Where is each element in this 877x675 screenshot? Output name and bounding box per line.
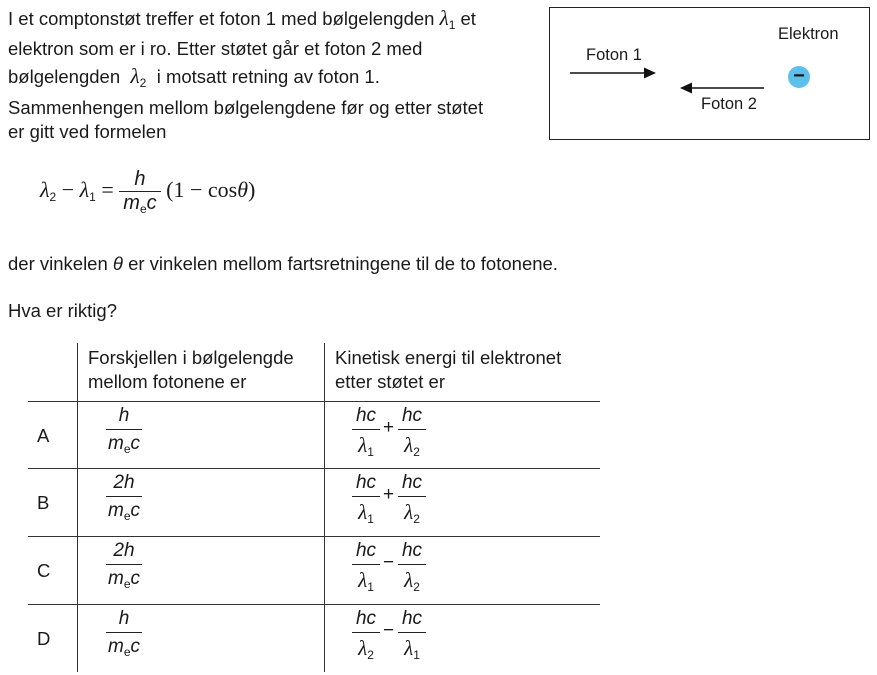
formula-paren-close: ) <box>248 177 256 203</box>
energy-fraction-1: hc $\lambda_2$ <box>352 608 380 662</box>
elektron-label: Elektron <box>778 25 839 43</box>
wavelength-difference-fraction: 2h $m_ec$ <box>107 540 140 591</box>
minus-sign: − <box>61 177 75 203</box>
option-letter: A <box>37 425 50 446</box>
foton-2-label: Foton 2 <box>701 95 757 113</box>
angle-sentence: der vinkelen θ er vinkelen mellom fartsretningene til de to fotonene. <box>8 253 558 274</box>
intro-line-1 <box>8 6 476 37</box>
equals-sign: = <box>101 177 114 203</box>
energy-fraction-2: hc $\lambda_2$ <box>398 472 426 526</box>
foton-1-label: Foton 1 <box>586 46 642 64</box>
intro-line-2: elektron som er i ro. Etter støtet går et foton 2 med <box>8 38 423 59</box>
option-letter: D <box>37 628 51 649</box>
h-over-mc-fraction: $\frac{h}{m_ec}$ <box>119 168 160 216</box>
formula-paren-open: (1 − cos <box>166 177 238 203</box>
lambda-1-symbol: $\lambda_1$ <box>439 6 456 32</box>
wavelength-difference-fraction: h $m_ec$ <box>107 608 140 659</box>
question: Hva er riktig? <box>8 300 117 321</box>
foton-2-arrow <box>678 81 766 95</box>
energy-operator: + <box>383 417 395 438</box>
header-kinetic-energy: Kinetisk energi til elektronet etter støtet er <box>335 347 562 392</box>
intro-text: bølgelengden <box>8 66 121 87</box>
theta-symbol: θ <box>237 177 249 203</box>
wavelength-difference-fraction: h $m_ec$ <box>107 405 140 456</box>
intro-text: I et comptonstøt treffer et foton 1 med bølgelengden <box>8 8 435 29</box>
lambda-2-symbol: $\lambda_2$ <box>40 177 57 205</box>
energy-fraction-2: hc $\lambda_2$ <box>398 405 426 459</box>
energy-fraction-1: hc $\lambda_1$ <box>352 405 380 459</box>
energy-operator: − <box>383 552 395 573</box>
compton-diagram <box>549 7 870 140</box>
compton-formula <box>40 168 255 216</box>
energy-operator: − <box>383 620 395 641</box>
energy-fraction-1: hc $\lambda_1$ <box>352 540 380 594</box>
wavelength-difference-fraction: 2h $m_ec$ <box>107 472 140 523</box>
energy-operator: + <box>383 484 395 505</box>
electron-icon: − <box>788 66 810 88</box>
option-letter: C <box>37 560 51 581</box>
intro-text: i motsatt retning av foton 1. <box>156 66 380 87</box>
header-wavelength-difference: Forskjellen i bølgelengde mellom fotonene er <box>88 347 294 392</box>
intro-text: et <box>460 8 476 29</box>
foton-1-arrow <box>568 66 658 80</box>
intro-line-5: er gitt ved formelen <box>8 121 167 142</box>
theta-symbol: θ <box>112 253 123 274</box>
option-letter: B <box>37 492 50 513</box>
energy-fraction-1: hc $\lambda_1$ <box>352 472 380 526</box>
lambda-2-symbol: $\lambda_2$ <box>130 64 147 90</box>
intro-line-3 <box>8 64 380 95</box>
lambda-1-symbol: $\lambda_1$ <box>79 177 96 205</box>
intro-line-4: Sammenhengen mellom bølgelengdene før og etter støtet <box>8 97 484 118</box>
energy-fraction-2: hc $\lambda_2$ <box>398 540 426 594</box>
energy-fraction-2: hc $\lambda_1$ <box>398 608 426 662</box>
